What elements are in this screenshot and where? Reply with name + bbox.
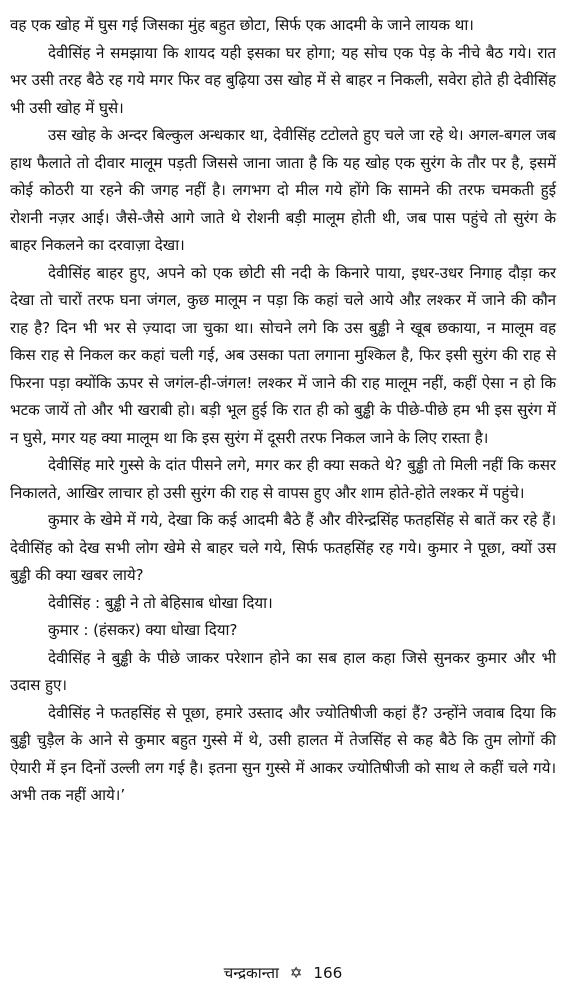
paragraph-9: देवीसिंह ने बुड्ढी के पीछे जाकर परेशान होने का सब हाल कहा जिसे सुनकर कुमार और भी उदास हुए। xyxy=(10,648,556,694)
page-number: 166 xyxy=(313,964,343,982)
page-footer xyxy=(0,962,566,984)
star-of-david-icon: ✡ xyxy=(289,964,303,982)
dialogue-kumar: कुमार : (हंसकर) क्या धोखा दिया? xyxy=(48,621,238,639)
paragraph-1: वह एक खोह में घुस गई जिसका मुंह बहुत छोटा, सिर्फ एक आदमी के जाने लायक था। xyxy=(10,16,474,34)
paragraph-3: उस खोह के अन्दर बिल्कुल अन्धकार था, देवीसिंह टटोलते हुए चले जा रहे थे। अगल-बगल जब हाथ फैलाते तो दीवार मालूम पड़ती जिससे जाना जाता है कि यह खोह एक सुरंग के तौर पर है, इसमें कोई कोठरी या रहने की जगह नहीं है। लगभग दो मील गये होंगे कि सामने की तरफ चमकती हुई रोशनी नज़र आई। जैसे-जैसे आगे जाते थे रोशनी बड़ी मालूम होती थी, जब पास पहुंचे तो सुरंग के बाहर निकलने का दरवाज़ा देखा। xyxy=(10,126,556,254)
page-body xyxy=(10,12,556,810)
paragraph-5: देवीसिंह मारे गुस्से के दांत पीसने लगे, मगर कर ही क्या सकते थे? बुड्ढी तो मिली नहीं कि कसर निकालते, आखिर लाचार हो उसी सुरंग की राह से वापस हुए और शाम होते-होते लश्कर में पहुंचे। xyxy=(10,456,556,502)
paragraph-10: देवीसिंह ने फतहसिंह से पूछा, हमारे उस्ताद और ज्योतिषीजी कहां हैं? उन्होंने जवाब दिया कि बुड्ढी चुड़ैल के आने से कुमार बहुत गुस्से में थे, उसी हालत में तेजसिंह से कह बैठे कि तुम लोगों की ऐयारी में इन दिनों उल्ली लग गई है। इतना सुन गुस्से में आकर ज्योतिषीजी को साथ ले कहीं चले गये। अभी तक नहीं आये।’ xyxy=(10,703,556,804)
paragraph-4: देवीसिंह बाहर हुए, अपने को एक छोटी सी नदी के किनारे पाया, इधर-उधर निगाह दौड़ा कर देखा तो चारों तरफ घना जंगल, कुछ मालूम न पड़ा कि कहां चले आये औऱ लश्कर में जाने की कौन राह है? दिन भी भर से ज़्यादा जा चुका था। सोचने लगे कि उस बुड्ढी ने खूब छकाया, न मालूम वह किस राह से निकल कर कहां चली गई, अब उसका पता लगाना मुश्किल है, फिर इसी सुरंग की राह से फिरना पड़ा क्योंकि ऊपर से जगंल-ही-जंगल! लश्कर में जाने की राह मालूम नहीं, कहीं ऐसा न हो कि भटक जायें तो और भी खराबी हो। बड़ी भूल हुई कि रात ही को बुड्ढी के पीछे-पीछे हम भी इस सुरंग में न घुसे, मगर यह क्या मालूम था कि इस सुरंग में दूसरी तरफ निकल जाने के लिए रास्ता है। xyxy=(10,263,556,447)
dialogue-devisingh: देवीसिंह : बुड्ढी ने तो बेहिसाब धोखा दिया। xyxy=(48,593,273,612)
paragraph-2: देवीसिंह ने समझाया कि शायद यही इसका घर होगा; यह सोच एक पेड़ के नीचे बैठ गये। रात भर उसी तरह बैठे रह गये मगर फिर वह बुढ़िया उस खोह में से बाहर न निकली, सवेरा होते ही देवीसिंह भी उसी खोह में घुसे। xyxy=(10,43,556,117)
book-title: चन्द्रकान्ता xyxy=(223,964,279,982)
paragraph-6: कुमार के खेमे में गये, देखा कि कई आदमी बैठे हैं और वीरेन्द्रसिंह फतहसिंह से बातें कर रहे हैं। देवीसिंह को देख सभी लोग खेमे से बाहर चले गये, सिर्फ फतहसिंह रह गये। कुमार ने पूछा, क्यों उस बुड्ढी की क्या खबर लाये? xyxy=(10,511,556,584)
